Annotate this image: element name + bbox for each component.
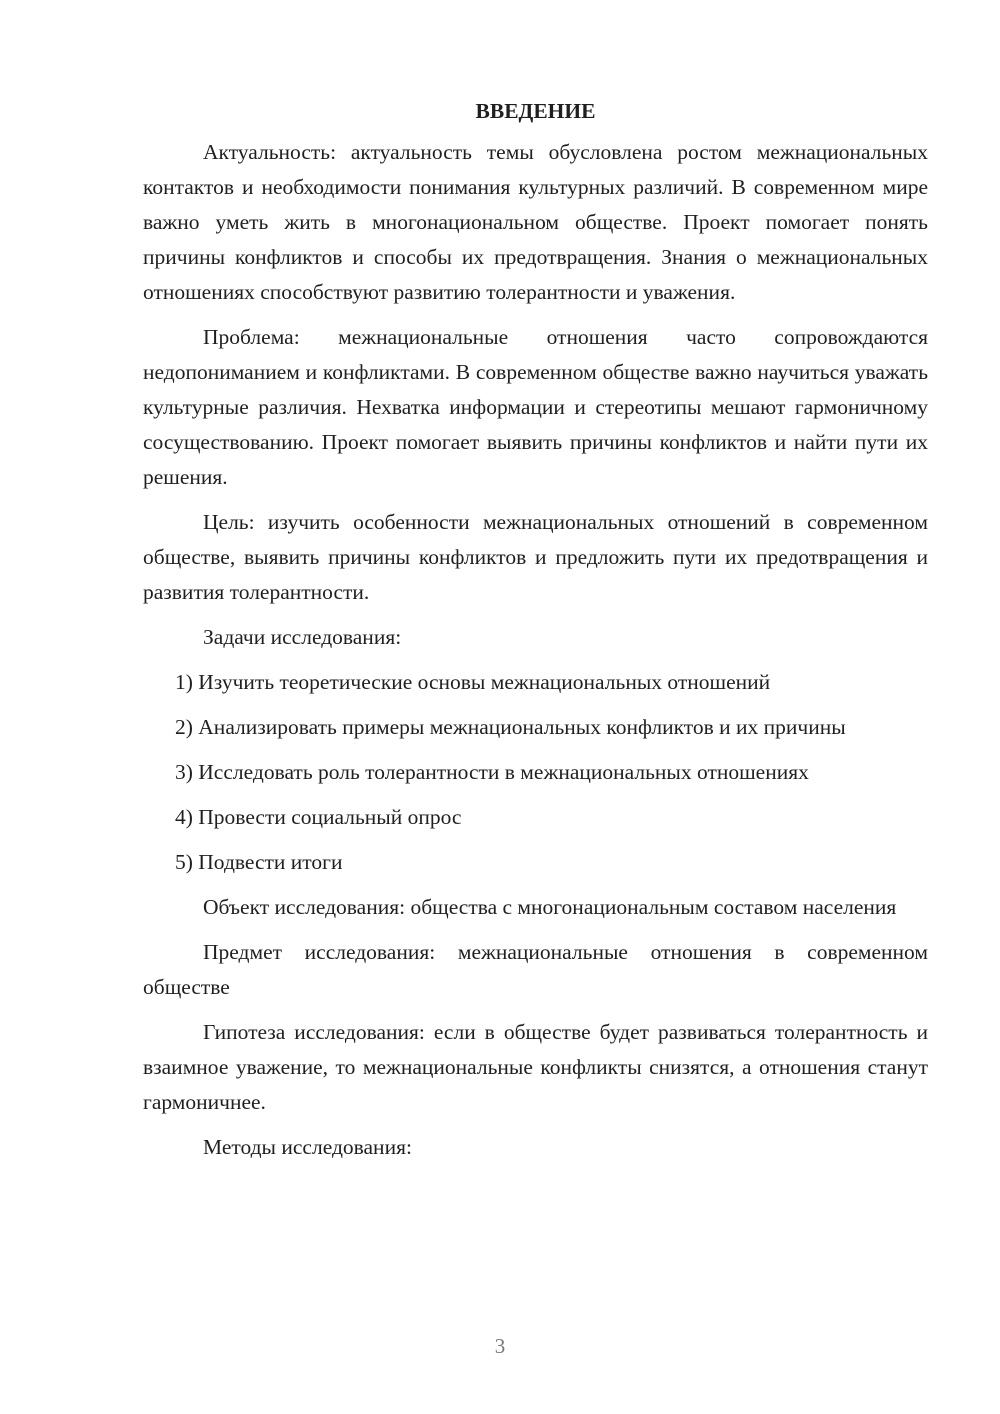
page-number: 3 <box>494 1334 506 1358</box>
tasks-heading: Задачи исследования: <box>203 625 402 649</box>
relevance-paragraph: Актуальность: актуальность темы обусловлена ростом межнациональных контактов и необходимости понимания культурных различий. В современном мире важно уметь жить в многонациональном обществе. Проект помогает понять причины конфликтов и способы их предотвращения. Знания о межнациональных отношениях способствуют развитию толерантности и уважения. <box>143 140 928 304</box>
subject-paragraph: Предмет исследования: межнациональные отношения в современном обществе <box>143 940 928 999</box>
task-item: 2) Анализировать примеры межнациональных конфликтов и их причины <box>175 715 846 739</box>
object-paragraph: Объект исследования: общества с многонациональным составом населения <box>203 895 897 919</box>
document-page <box>143 96 928 1175</box>
task-item: 5) Подвести итоги <box>175 850 343 874</box>
task-item: 1) Изучить теоретические основы межнациональных отношений <box>175 670 771 694</box>
task-item: 4) Провести социальный опрос <box>175 805 462 829</box>
page-title: ВВЕДЕНИЕ <box>475 99 596 123</box>
goal-paragraph: Цель: изучить особенности межнациональных отношений в современном обществе, выявить причины конфликтов и предложить пути их предотвращения и развития толерантности. <box>143 510 928 604</box>
problem-paragraph: Проблема: межнациональные отношения часто сопровождаются недопониманием и конфликтами. В современном обществе важно научиться уважать культурные различия. Нехватка информации и стереотипы мешают гармоничному сосуществованию. Проект помогает выявить причины конфликтов и найти пути их решения. <box>143 325 928 489</box>
methods-heading: Методы исследования: <box>203 1135 412 1159</box>
hypothesis-paragraph: Гипотеза исследования: если в обществе будет развиваться толерантность и взаимное уважение, то межнациональные конфликты снизятся, а отношения станут гармоничнее. <box>143 1020 928 1114</box>
task-item: 3) Исследовать роль толерантности в межнациональных отношениях <box>175 760 809 784</box>
